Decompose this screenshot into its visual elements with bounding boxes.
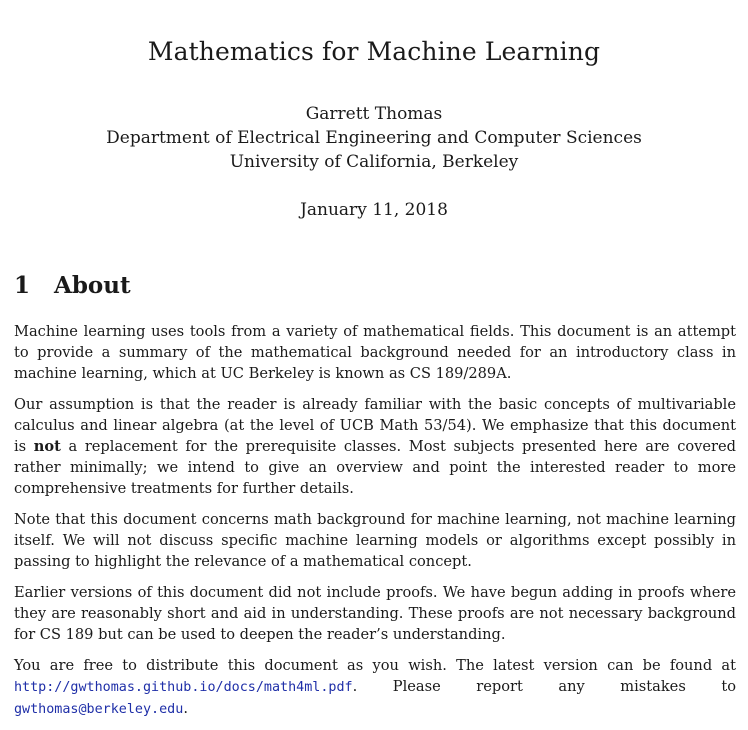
paragraph-4: Earlier versions of this document did not include proofs. We have begun adding in proofs where they are reasonably short and aid in understanding. These proofs are not necessary background for CS 189 but can be used to deepen the reader’s understanding. — [14, 584, 736, 643]
paragraph-2-text-a: Our assumption is that the reader is already familiar with the basic concepts of multivariable calculus and linear algebra (at the level of UCB Math 53/54). We emphasize that this document is — [14, 396, 736, 455]
paragraph-2-emphasis: not — [33, 438, 61, 455]
paragraph-2-text-b: a replacement for the prerequisite classes. Most subjects presented here are covered rather minimally; we intend to give an overview and point the interested reader to more comprehensive treatments for further details. — [14, 438, 736, 497]
paragraph-5-text-a: You are free to distribute this document as you wish. The latest version can be found at — [14, 657, 736, 674]
paragraph-2 — [14, 394, 736, 499]
paragraph-5-text-c: . — [183, 700, 188, 717]
section-heading — [14, 270, 131, 302]
document-title: Mathematics for Machine Learning — [147, 37, 601, 66]
document-date: January 11, 2018 — [300, 200, 448, 220]
paragraph-5-text-b: . Please report any mistakes to — [352, 678, 736, 695]
author-block — [0, 102, 748, 174]
author-name: Garrett Thomas — [305, 104, 443, 124]
section-body — [14, 321, 736, 730]
author-department: Department of Electrical Engineering and Computer Sciences — [106, 128, 642, 148]
section-number: 1 — [14, 272, 31, 299]
paragraph-3: Note that this document concerns math background for machine learning, not machine learning itself. We will not discuss specific machine learning models or algorithms except possibly in passing to highlight the relevance of a mathematical concept. — [14, 511, 736, 570]
email-link[interactable]: gwthomas@berkeley.edu — [14, 702, 184, 717]
paragraph-5 — [14, 655, 736, 720]
document-url-link[interactable]: http://gwthomas.github.io/docs/math4ml.pdf — [14, 680, 353, 695]
author-university: University of California, Berkeley — [229, 152, 519, 172]
section-title: About — [54, 272, 131, 299]
paragraph-1: Machine learning uses tools from a variety of mathematical fields. This document is an attempt to provide a summary of the mathematical background needed for an introductory class in machine learning, which at UC Berkeley is known as CS 189/289A. — [14, 323, 736, 382]
